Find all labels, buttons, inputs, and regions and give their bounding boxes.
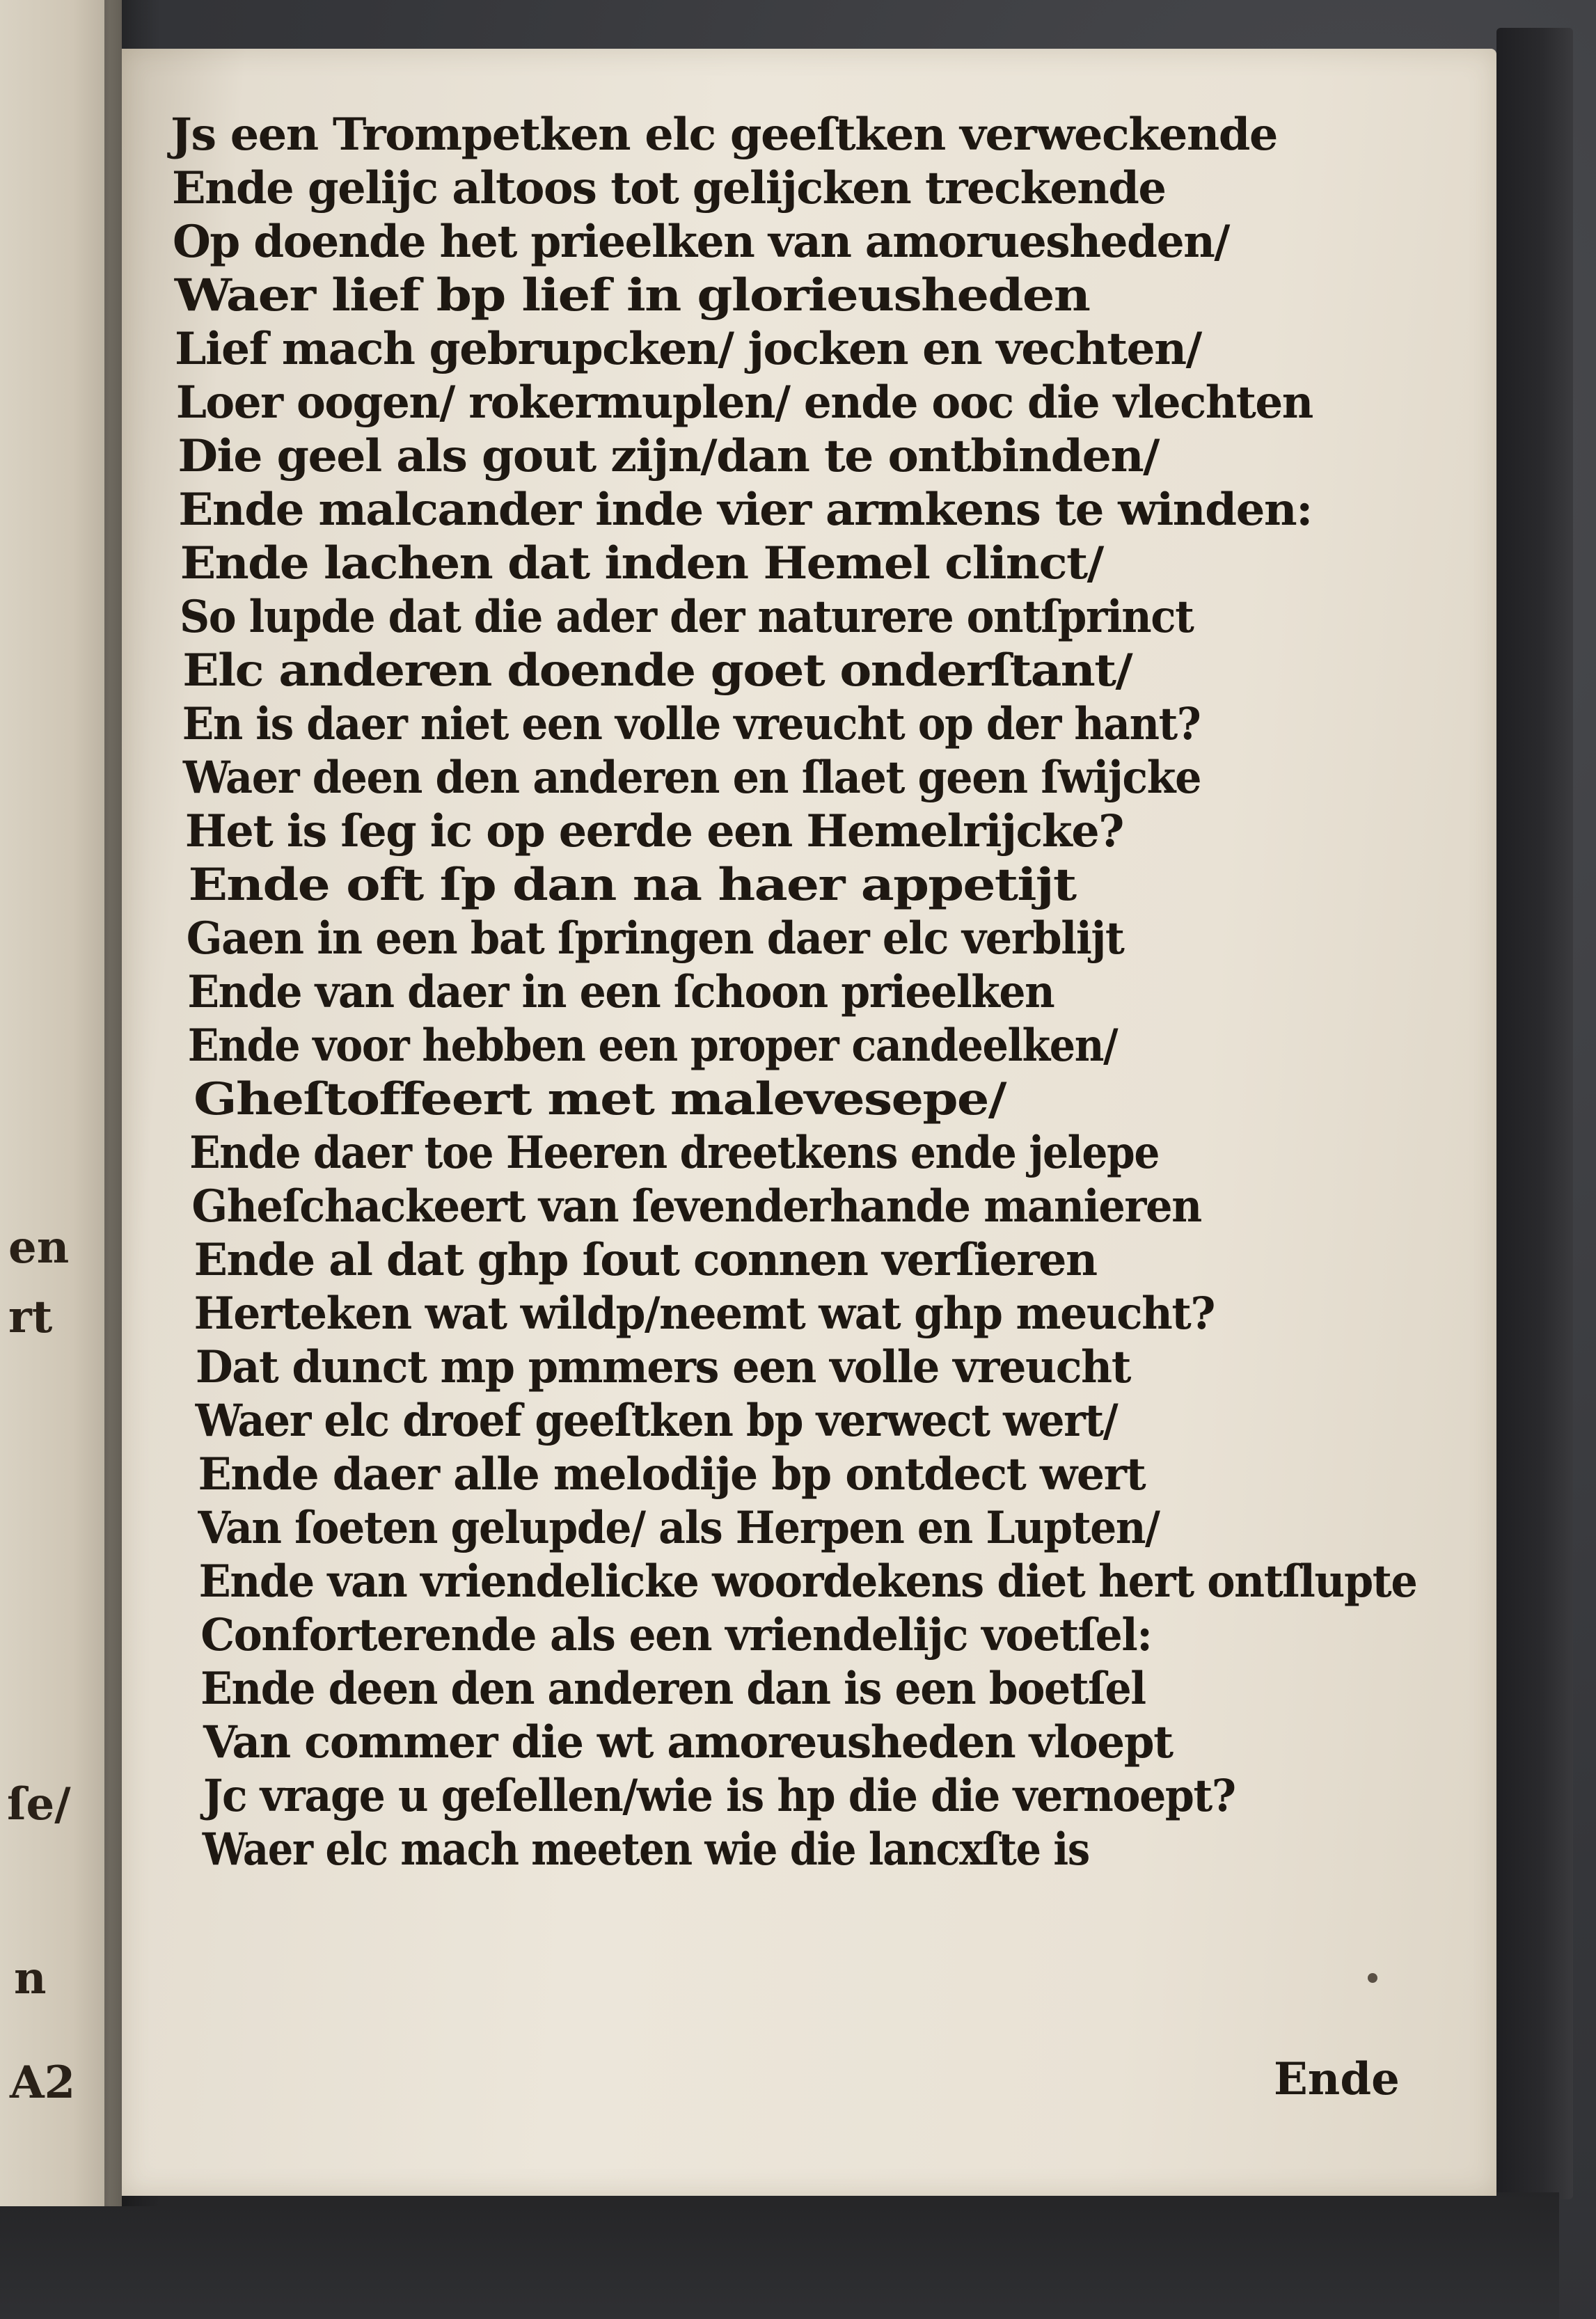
verse-line: Elc anderen doende goet onderſtant/ [182, 644, 1132, 697]
left-page-signature: A2 [10, 2057, 76, 2109]
verse-line: Ende oft ſp dan na haer appetijt [188, 859, 1076, 911]
verse-line: Van ſoeten gelupde/ als Herpen en Lupten/ [198, 1502, 1160, 1554]
left-facing-page [0, 0, 122, 2206]
verse-line: Ende lachen dat inden Hemel clinct/ [180, 537, 1103, 589]
verse-line: So lupde dat die ader der naturere ontſprinct [180, 591, 1194, 643]
verse-line: Van commer die wt amoreusheden vloept [203, 1716, 1173, 1768]
verse-line: Waer lief bp lief in glorieusheden [174, 269, 1090, 322]
verse-line: Herteken wat wildp/neemt wat ghp meucht? [193, 1288, 1215, 1340]
verse-text-block [171, 108, 1479, 1876]
verse-line: Ende al dat ghp ſout connen verſieren [193, 1234, 1097, 1286]
ink-dot [1368, 1973, 1377, 1983]
verse-line: Dat dunct mp pmmers een volle vreucht [195, 1341, 1130, 1393]
verse-line: Ende voor hebben een proper candeelken/ [187, 1020, 1118, 1072]
verse-line: Waer elc mach meeten wie die lancxſte is [202, 1823, 1089, 1876]
verse-line: Gheſchackeert van ſevenderhande manieren [191, 1180, 1201, 1233]
left-page-fragment: en [8, 1221, 70, 1274]
left-page-fragment: rt [8, 1291, 53, 1343]
verse-line: Lief mach gebrupcken/ jocken en vechten/ [175, 323, 1201, 375]
verse-line: Het is ſeg ic op eerde een Hemelrijcke? [184, 805, 1123, 857]
book-page [122, 49, 1496, 2196]
verse-line: Ende van daer in een ſchoon prieelken [187, 966, 1054, 1018]
catchword: Ende [1274, 2053, 1400, 2105]
verse-line: Ende deen den anderen dan is een boetſel [200, 1663, 1146, 1715]
verse-line: Die geel als gout zijn/dan te ontbinden/ [177, 430, 1159, 482]
left-page-fragment: ſe/ [7, 1778, 71, 1830]
verse-line: Ende daer alle melodije bp ontdect wert [198, 1448, 1146, 1501]
verse-line: Gaen in een bat ſpringen daer elc verblijt [186, 912, 1124, 965]
verse-line: Jc vrage u geſellen/wie is hp die die vernoept? [203, 1770, 1235, 1822]
verse-line: Loer oogen/ rokermuplen/ ende ooc die vlechten [175, 377, 1313, 429]
verse-line: Ende daer toe Heeren dreetkens ende jelepe [189, 1127, 1159, 1179]
left-page-fragment: n [14, 1952, 47, 2004]
verse-line: Ende van vriendelicke woordekens diet hert ontſlupte [198, 1556, 1417, 1608]
verse-line: Conforterende als een vriendelijc voetſel: [200, 1609, 1152, 1661]
verse-line: Ende gelijc altoos tot gelijcken treckende [171, 162, 1166, 214]
verse-line: Ende malcander inde vier armkens te winden: [178, 484, 1312, 536]
verse-line: Waer deen den anderen en ſlaet geen ſwijcke [182, 752, 1201, 804]
book-cover-bottom [0, 2192, 1559, 2319]
verse-line: Gheſtoffeert met malevesepe/ [193, 1073, 1006, 1125]
verse-line: Op doende het prieelken van amoruesheden/ [172, 216, 1229, 268]
verse-line: En is daer niet een volle vreucht op der hant? [182, 698, 1201, 750]
verse-line: Waer elc droef geeſtken bp verwect wert/ [195, 1395, 1118, 1447]
verse-line: Js een Trompetken elc geeſtken verweckende [171, 109, 1277, 161]
